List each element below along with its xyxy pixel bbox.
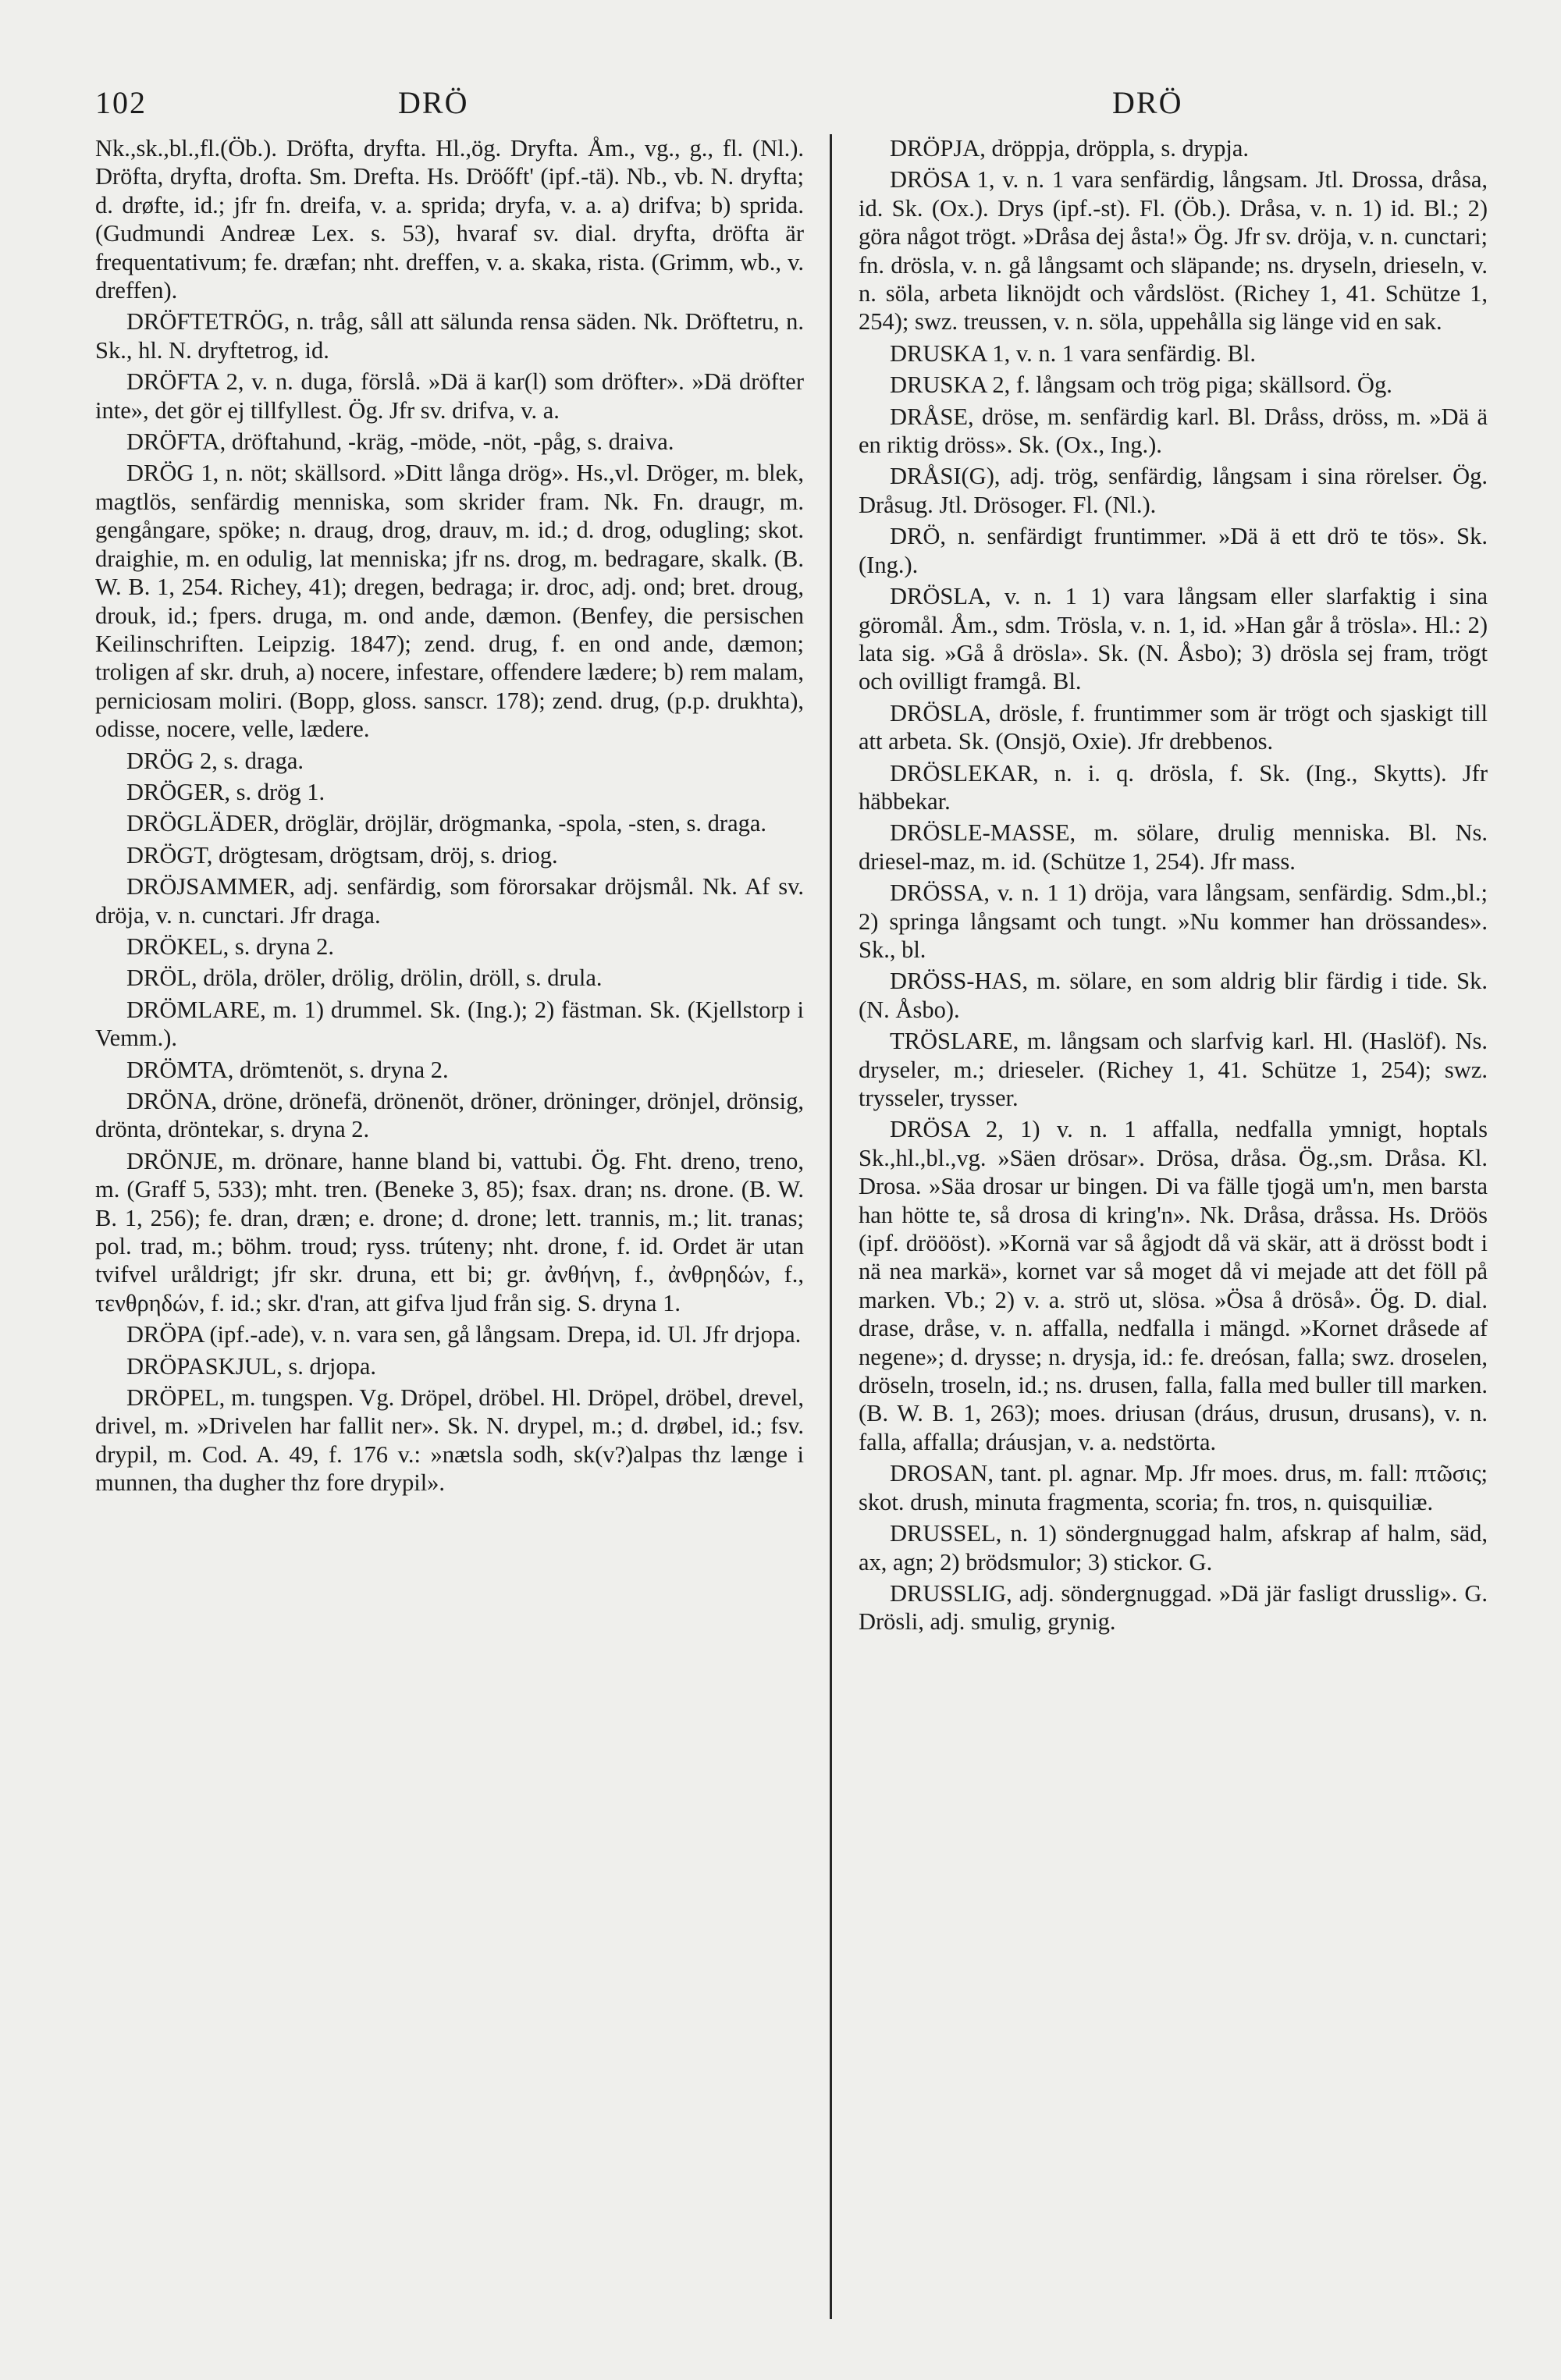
dictionary-entry: DRÖPEL, m. tungspen. Vg. Dröpel, dröbel. Hl. Dröpel, dröbel, drevel, drivel, m. »Drivelen har fallit ner». Sk. N. drypel, m.; d. drøbel, id.; fsv. drypil, m. Cod. A. 49, f. 176 v.: »nætsla sodh, sk(v?)alpas thz længe i munnen, tha dugher thz fore drypil».: [95, 1384, 804, 1497]
dictionary-entry: DRÖSSA, v. n. 1 1) dröja, vara långsam, senfärdig. Sdm.,bl.; 2) springa långsamt och tungt. »Nu kommer han drössandes». Sk., bl.: [859, 879, 1488, 963]
left-column: [95, 134, 804, 2335]
dictionary-entry: DRÖPASKJUL, s. drjopa.: [126, 1352, 377, 1380]
dictionary-entry: DRÖPA (ipf.-ade), v. n. vara sen, gå långsam. Drepa, id. Ul. Jfr drjopa.: [126, 1321, 802, 1348]
dictionary-entry: DROSAN, tant. pl. agnar. Mp. Jfr moes. drus, m. fall: πτῶσις; skot. drush, minuta fragmenta, scoria; fn. tros, n. quisquiliæ.: [859, 1460, 1488, 1515]
dictionary-entry: DRÖSA 2, 1) v. n. 1 affalla, nedfalla ymnigt, hoptals Sk.,hl.,bl.,vg. »Säen drösar». Drösa, dråsa. Ög.,sm. Dråsa. Kl. Drosa. »Säa drosar ur bingen. Di va fälle tjogä um'n, men barsta han hötte te, så drosa di kring'n». Nk. Dråsa, dråssa. Hs. Dröös (ipf. dröööst). »Kornä var så ågjodt då vä skär, att ä drösst bodt i nä nea markä», kornet var så moget då vi mejade att det föll på marken. Vb.; 2) v. a. strö ut, slösa. »Ösa å dröså». Ög. D. dial. drase, dråse, v. n. affalla, nedfalla i mängd. »Kornet dråsede af negene»; d. drysse; n. drysja, id.: fe. dreósan, falla; swz. droselen, dröseln, troseln, id.; ns. drusen, falla, falla med buller till marken. (B. W. B. 1, 263); moes. driusan (dráus, drusun, drusans), v. n. falla, affalla; dráusjan, v. a. nedstörta.: [859, 1116, 1488, 1455]
dictionary-entry: DRÅSI(G), adj. trög, senfärdig, långsam i sina rörelser. Ög. Dråsug. Jtl. Drösoger. Fl. (Nl.).: [859, 463, 1488, 518]
dictionary-entry: DRÖG 1, n. nöt; skällsord. »Ditt långa drög». Hs.,vl. Dröger, m. blek, magtlös, senfärdig menniska, som skrider fram. Nk. Fn. draugr, m. gengångare, spöke; n. draug, drog, drauv, m. id.; d. drog, odugling; skot. draighie, m. en odulig, lat menniska; jfr ns. drog, m. bedragare, skalk. (B. W. B. 1, 254. Richey, 41); dregen, bedraga; ir. droc, adj. ond; bret. droug, drouk, id.; fpers. druga, m. ond ande, dæmon. (Benfey, die persischen Keilinschriften. Leipzig. 1847); zend. drug, f. en ond ande, dæmon; troligen af skr. druh, a) nocere, infestare, offendere lædere; b) rem malam, perniciosam moliri. (Bopp, gloss. sanscr. 178); zend. drug, (p.p. drukhta), odisse, nocere, velle, lædere.: [95, 460, 804, 743]
dictionary-entry: DRÖFTA 2, v. n. duga, förslå. »Dä ä kar(l) som dröfter». »Dä dröfter inte», det gör ej tillfyllest. Ög. Jfr sv. drifva, v. a.: [95, 368, 804, 424]
dictionary-entry: Nk.,sk.,bl.,fl.(Öb.). Dröfta, dryfta. Hl.,ög. Dryfta. Åm., vg., g., fl. (Nl.). Dröfta, dryfta, drofta. Sm. Drefta. Hs. Dröőft' (ipf.-tä). Nb., vb. N. dryfta; d. drøfte, id.; jfr fn. dreifa, v. a. sprida; dryfa, v. a. a) drifva; b) sprida. (Gudmundi Andreæ Lex. s. 53), hvaraf sv. dial. dryfta, dröfta är frequentativum; fe. dræfan; nht. dreffen, v. a. skaka, rista. (Grimm, wb., v. dreffen).: [95, 135, 804, 304]
dictionary-entry: DRÖGER, s. drög 1.: [126, 778, 325, 805]
dictionary-entry: DRÖSLEKAR, n. i. q. drösla, f. Sk. (Ing., Skytts). Jfr häbbekar.: [859, 759, 1488, 815]
running-head-left: DRÖ: [398, 85, 469, 120]
dictionary-entry: TRÖSLARE, m. långsam och slarfvig karl. Hl. (Haslöf). Ns. dryseler, m.; drieseler. (Richey 1, 41. Schütze 1, 254); swz. trysseler, trysser.: [859, 1028, 1488, 1111]
dictionary-entry: DRÖSLA, drösle, f. fruntimmer som är trögt och sjaskigt till att arbeta. Sk. (Onsjö, Oxie). Jfr drebbenos.: [859, 699, 1488, 755]
dictionary-entry: DRÖG 2, s. draga.: [126, 747, 304, 774]
dictionary-entry: DRÖSS-HAS, m. sölare, en som aldrig blir färdig i tide. Sk. (N. Åsbo).: [859, 968, 1488, 1023]
dictionary-entry: DRÖSLA, v. n. 1 1) vara långsam eller slarfaktig i sina göromål. Åm., sdm. Trösla, v. n. 1, id. »Han går å trösla». Hl.: 2) lata sig. »Gå å dröslа». Sk. (N. Åsbo); 3) drösla sej fram, trögt och ovilligt framgå. Bl.: [859, 583, 1488, 695]
dictionary-entry: DRÖJSAMMER, adj. senfärdig, som förorsakar dröjsmål. Nk. Af sv. dröja, v. n. cunctari. Jfr draga.: [95, 873, 804, 929]
right-column: [859, 134, 1488, 2335]
dictionary-entry: DRUSSLIG, adj. söndergnuggad. »Dä jär fasligt drusslig». G. Drösli, adj. smulig, grynig.: [859, 1579, 1488, 1636]
dictionary-entry: DRÖSLE-MASSE, m. sölare, drulig menniska. Bl. Ns. driesel-maz, m. id. (Schütze 1, 254). Jfr mass.: [859, 819, 1488, 875]
dictionary-entry: DRÖKEL, s. dryna 2.: [126, 932, 334, 960]
dictionary-entry: DRUSSEL, n. 1) söndergnuggad halm, afskrap af halm, säd, ax, agn; 2) brödsmulor; 3) stickor. G.: [859, 1520, 1488, 1575]
dictionary-entry: DRÖMLARE, m. 1) drummel. Sk. (Ing.); 2) fästman. Sk. (Kjellstorp i Vemm.).: [95, 996, 804, 1052]
running-head-right: DRÖ: [1112, 85, 1183, 120]
dictionary-entry: DRÖNA, dröne, drönefä, drönenöt, dröner, dröninger, drönjel, drönsig, drönta, dröntekar, s. dryna 2.: [95, 1088, 804, 1143]
dictionary-entry: DRÖFTA, dröftahund, -kräg, -möde, -nöt, -påg, s. draiva.: [126, 428, 674, 456]
column-divider: [830, 134, 832, 2319]
dictionary-entry: DRÖFTETRÖG, n. tråg, såll att sälunda rensa säden. Nk. Dröftetru, n. Sk., hl. N. dryftetrog, id.: [95, 308, 804, 364]
dictionary-entry: DRÖNJE, m. drönare, hanne bland bi, vattubi. Ög. Fht. dreno, treno, m. (Graff 5, 533); mht. tren. (Beneke 3, 85); fsax. dran; ns. drone. (B. W. B. 1, 256); fe. dran, dræn; e. drone; d. drone; lett. trannis, m.; lit. tranas; pol. trad, m.; böhm. troud; ryss. trúteny; nht. drone, f. id. Ordet är utan tvifvel uråldrigt; jfr skr. druna, ett bi; gr. ἀνθήνη, f., ἀνθρηδών, f., τενθρηδών, f. id.; skr. d'ran, att gifva ljud från sig. S. dryna 1.: [95, 1147, 804, 1316]
dictionary-entry: DRUSKA 2, f. långsam och trög piga; skällsord. Ög.: [890, 371, 1392, 399]
dictionary-entry: DRÖMTA, drömtenöt, s. dryna 2.: [126, 1056, 449, 1083]
dictionary-entry: DRÖSA 1, v. n. 1 vara senfärdig, långsam. Jtl. Drossa, dråsa, id. Sk. (Ox.). Drys (ipf.-st). Fl. (Öb.). Dråsa, v. n. 1) id. Bl.; 2) göra något trögt. »Dråsa dej åsta!» Ög. Jfr sv. dröja, v. n. cunctari; fn. drösla, v. n. gå långsamt och släpande; ns. dryseln, drieseln, v. n. söla, arbeta liknöjdt och vårdslöst. (Richey 1, 41. Schütze 1, 254); swz. treussen, v. n. söla, uppehålla sig länge vid en sak.: [859, 166, 1488, 336]
page-number: 102: [95, 85, 147, 120]
dictionary-entry: DRÅSE, dröse, m. senfärdig karl. Bl. Dråss, dröss, m. »Dä ä en riktig dröss». Sk. (Ox., Ing.).: [859, 403, 1488, 459]
dictionary-entry: DRUSKA 1, v. n. 1 vara senfärdig. Bl.: [890, 339, 1257, 367]
dictionary-entry: DRÖ, n. senfärdigt fruntimmer. »Dä ä ett drö te tös». Sk. (Ing.).: [859, 523, 1488, 578]
dictionary-entry: DRÖPJA, dröppja, dröppla, s. drypja.: [890, 135, 1250, 162]
dictionary-entry: DRÖL, dröla, dröler, drölig, drölin, dröll, s. drula.: [126, 964, 603, 992]
dictionary-entry: DRÖGT, drögtesam, drögtsam, dröj, s. driog.: [126, 841, 558, 869]
dictionary-entry: DRÖGLÄDER, dröglär, dröjlär, drögmanka, -spola, -sten, s. draga.: [126, 810, 767, 837]
